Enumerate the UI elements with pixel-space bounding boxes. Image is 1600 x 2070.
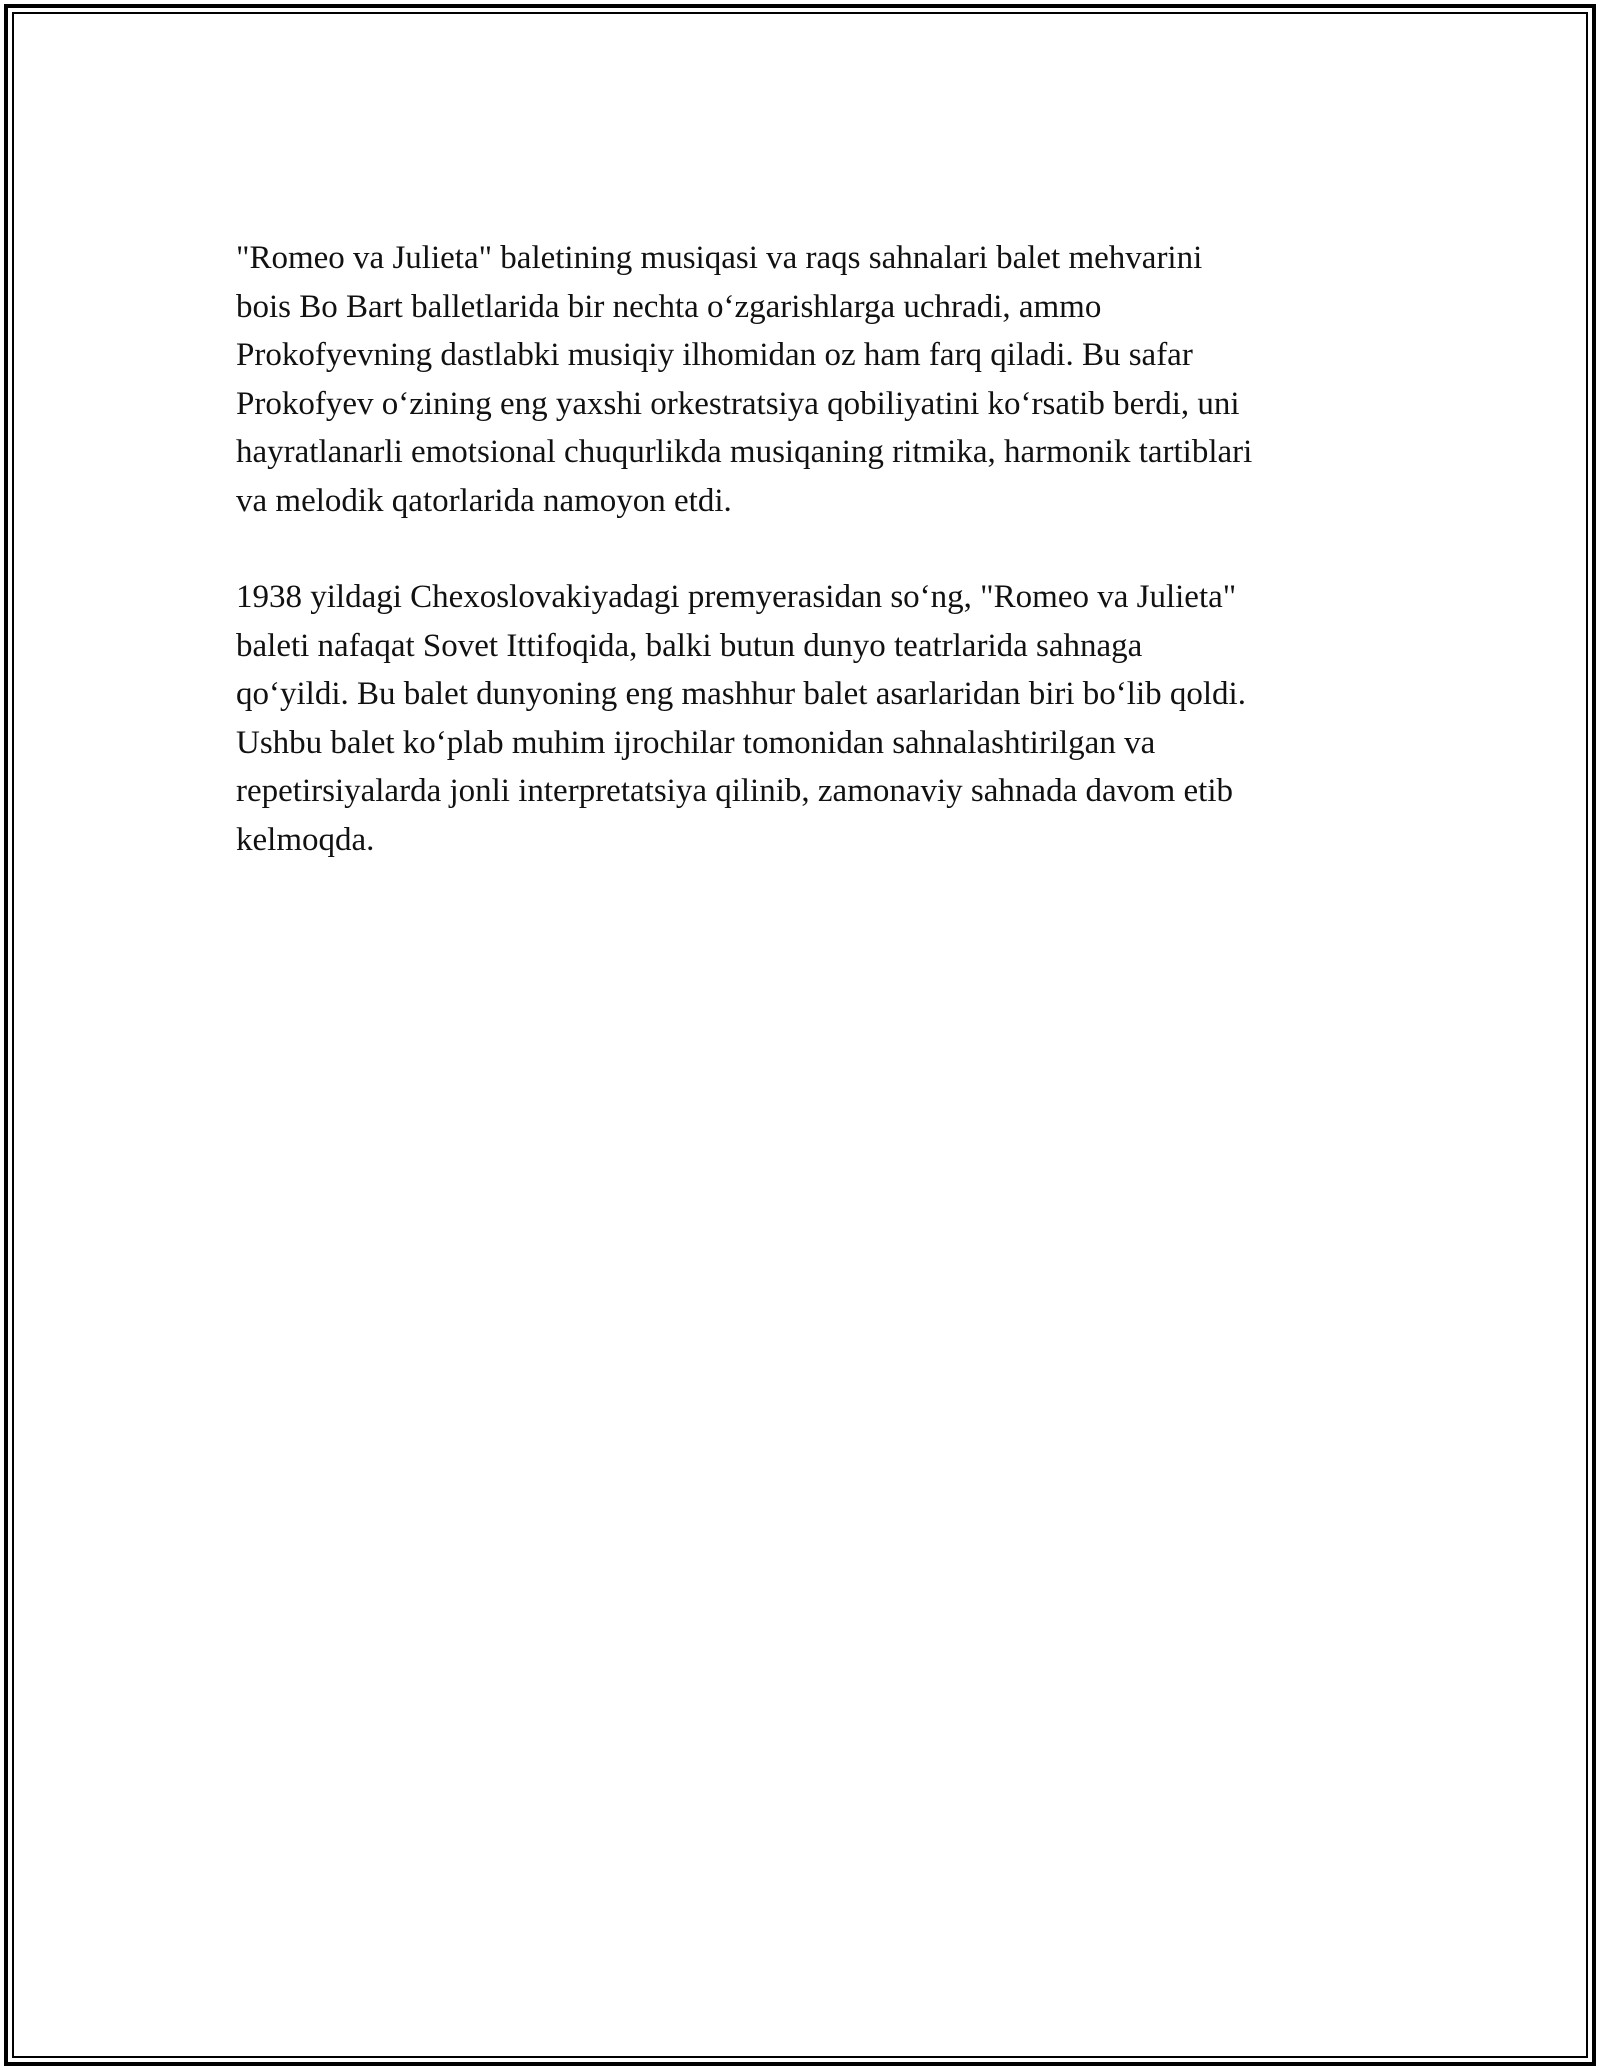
- paragraph-2: 1938 yildagi Chexoslovakiyadagi premyerasidan so‘ng, "Romeo va Julieta" baleti nafaqat Sovet Ittifoqida, balki butun dunyo teatrlarida sahnaga qo‘yildi. Bu balet dunyoning eng mashhur balet asarlaridan biri bo‘lib qoldi. Ushbu balet ko‘plab muhim ijrochilar tomonidan sahnalashtirilgan va repetirsiyalarda jonli interpretatsiya qilinib, zamonaviy sahnada davom etib kelmoqda.: [236, 579, 1246, 858]
- document-body: [236, 234, 1376, 864]
- paragraph-1: "Romeo va Julieta" baletining musiqasi va raqs sahnalari balet mehvarini bois Bo Bart balletlarida bir nechta o‘zgarishlarga uchradi, ammo Prokofyevning dastlabki musiqiy ilhomidan oz ham farq qiladi. Bu safar Prokofyev o‘zining eng yaxshi orkestratsiya qobiliyatini ko‘rsatib berdi, uni hayratlanarli emotsional chuqurlikda musiqaning ritmika, harmonik tartiblari va melodik qatorlarida namoyon etdi.: [236, 240, 1253, 519]
